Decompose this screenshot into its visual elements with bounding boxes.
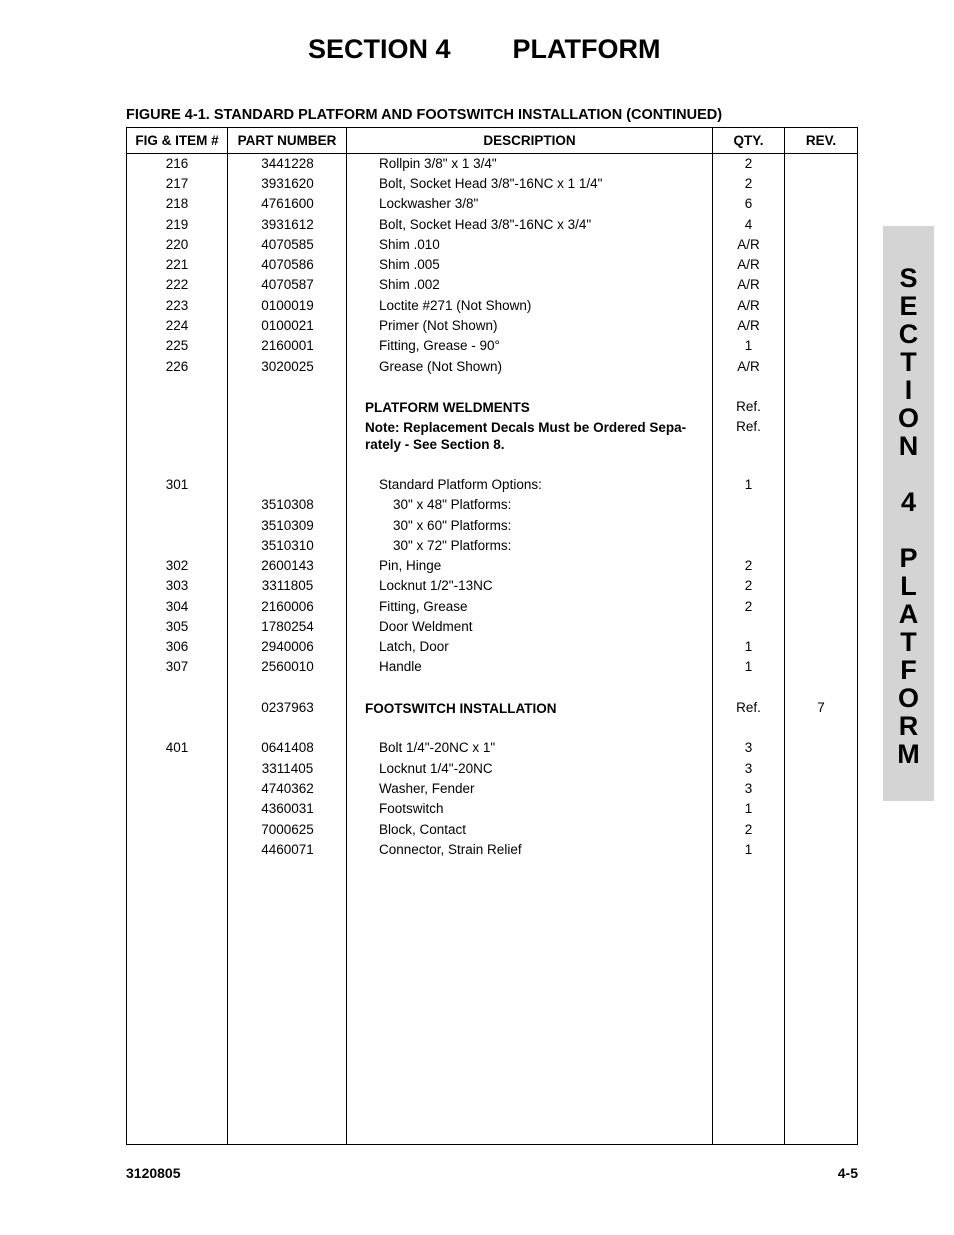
fig-item-cell: 307 [165,659,189,674]
document-number: 3120805 [126,1165,181,1181]
qty-cell: 2 [744,599,753,614]
fig-item-cell: 305 [165,619,189,634]
description-cell: Block, Contact [379,822,467,837]
side-tab-letter: A [898,599,919,629]
side-tab-letter: L [900,571,917,601]
part-number-cell: 3510309 [261,518,314,533]
description-cell: Bolt, Socket Head 3/8"-16NC x 1 1/4" [379,176,603,191]
qty-cell: 2 [744,558,753,573]
qty-cell: 1 [744,639,753,654]
qty-cell: A/R [737,318,760,333]
qty-cell: 1 [744,801,753,816]
side-tab-letter: E [899,291,918,321]
fig-item-cell: 218 [165,196,189,211]
part-number-cell: 2600143 [261,558,314,573]
part-number-cell: 4360031 [261,801,314,816]
description-cell: Shim .010 [379,237,440,252]
section-side-tab [883,226,934,801]
part-number-cell: 0100019 [261,298,314,313]
part-number-cell: 0641408 [261,740,314,755]
part-number-cell: 4740362 [261,781,314,796]
fig-item-cell: 303 [165,578,189,593]
qty-cell: 2 [744,578,753,593]
qty-cell: A/R [737,359,760,374]
part-number-cell: 3020025 [261,359,314,374]
part-number-cell: 2160006 [261,599,314,614]
qty-cell: 3 [744,740,753,755]
header-qty: QTY. [733,133,764,148]
description-cell: Latch, Door [379,639,449,654]
qty-cell: A/R [737,257,760,272]
fig-item-cell: 301 [165,477,189,492]
fig-item-cell: 304 [165,599,189,614]
part-number-cell: 0237963 [261,700,314,715]
qty-cell: 3 [744,781,753,796]
side-tab-letter: P [899,543,918,573]
side-tab-letter: T [900,627,917,657]
qty-cell: A/R [737,277,760,292]
qty-cell: 1 [744,659,753,674]
description-cell: Bolt, Socket Head 3/8"-16NC x 3/4" [379,217,592,232]
part-number-cell: 4460071 [261,842,314,857]
fig-item-cell: 219 [165,217,189,232]
description-cell: Handle [379,659,422,674]
description-cell: Footswitch [379,801,444,816]
part-number-cell: 4070586 [261,257,314,272]
side-tab-letter: C [898,319,919,349]
part-number-cell: 3931612 [261,217,314,232]
qty-cell: 1 [744,477,753,492]
description-cell: Shim .002 [379,277,440,292]
rev-cell: 7 [817,700,825,715]
description-cell: Washer, Fender [379,781,475,796]
qty-cell: 6 [744,196,753,211]
side-tab-letter: S [899,263,918,293]
fig-item-cell: 221 [165,257,189,272]
qty-cell: 1 [744,842,753,857]
part-number-cell: 3931620 [261,176,314,191]
description-cell: Locknut 1/4"-20NC [379,761,493,776]
header-fig-item: FIG & ITEM # [135,133,219,148]
fig-item-cell: 225 [165,338,189,353]
parts-table [126,127,858,1145]
side-tab-letter: I [904,375,913,405]
description-cell: Grease (Not Shown) [379,359,503,374]
fig-item-cell: 302 [165,558,189,573]
side-tab-letter: O [897,683,919,713]
section-title: PLATFORM [512,34,661,64]
fig-item-cell: 306 [165,639,189,654]
fig-item-cell: 222 [165,277,189,292]
fig-item-cell: 401 [165,740,189,755]
description-cell: Lockwasher 3/8" [379,196,479,211]
part-number-cell: 3311405 [261,761,314,776]
description-cell: Connector, Strain Relief [379,842,522,857]
section-header [308,34,661,65]
description-cell: Fitting, Grease [379,599,468,614]
part-number-cell: 3311805 [261,578,314,593]
side-tab-letter: O [897,403,919,433]
qty-cell: 4 [744,217,753,232]
description-cell: PLATFORM WELDMENTS [365,400,530,415]
header-part-number: PART NUMBER [237,133,337,148]
fig-item-cell: 217 [165,176,189,191]
part-number-cell: 3510310 [261,538,314,553]
description-cell: FOOTSWITCH INSTALLATION [365,701,557,716]
qty-cell: 2 [744,822,753,837]
column-divider [784,128,785,1144]
description-cell: Bolt 1/4"-20NC x 1" [379,740,496,755]
side-tab-letter: M [897,739,920,769]
table-header [127,128,857,154]
qty-cell: Ref. [736,399,761,414]
figure-title: FIGURE 4-1. STANDARD PLATFORM AND FOOTSWITCH INSTALLATION (CONTINUED) [126,107,723,123]
fig-item-cell: 216 [165,156,189,171]
side-tab-letter: 4 [900,487,917,517]
part-number-cell: 2560010 [261,659,314,674]
description-cell: 30" x 72" Platforms: [393,538,512,553]
page-number: 4-5 [837,1165,858,1181]
description-cell: Fitting, Grease - 90° [379,338,500,353]
part-number-cell: 0100021 [261,318,314,333]
description-cell: Door Weldment [379,619,473,634]
description-cell: Note: Replacement Decals Must be Ordered Sepa- rately - See Section 8. [365,420,687,452]
description-cell: Pin, Hinge [379,558,442,573]
description-cell: 30" x 48" Platforms: [393,497,512,512]
fig-item-cell: 223 [165,298,189,313]
fig-item-cell: 224 [165,318,189,333]
description-cell: 30" x 60" Platforms: [393,518,512,533]
part-number-cell: 2940006 [261,639,314,654]
qty-cell: 3 [744,761,753,776]
part-number-cell: 3441228 [261,156,314,171]
qty-cell: 2 [744,176,753,191]
qty-cell: Ref. [736,700,761,715]
part-number-cell: 2160001 [261,338,314,353]
qty-cell: 1 [744,338,753,353]
part-number-cell: 7000625 [261,822,314,837]
part-number-cell: 4761600 [261,196,314,211]
description-cell: Primer (Not Shown) [379,318,498,333]
fig-item-cell: 220 [165,237,189,252]
fig-item-cell: 226 [165,359,189,374]
part-number-cell: 4070587 [261,277,314,292]
description-cell: Locknut 1/2"-13NC [379,578,493,593]
qty-cell: A/R [737,298,760,313]
side-tab-letter: N [898,431,919,461]
section-number: SECTION 4 [308,34,451,64]
description-cell: Loctite #271 (Not Shown) [379,298,532,313]
header-rev: REV. [805,133,837,148]
part-number-cell: 4070585 [261,237,314,252]
part-number-cell: 3510308 [261,497,314,512]
description-cell: Standard Platform Options: [379,477,542,492]
qty-cell: A/R [737,237,760,252]
side-tab-letter: R [898,711,919,741]
qty-cell: Ref. [736,419,761,434]
part-number-cell: 1780254 [261,619,314,634]
side-tab-letter: F [900,655,917,685]
qty-cell: 2 [744,156,753,171]
description-cell: Shim .005 [379,257,440,272]
header-description: DESCRIPTION [483,133,576,148]
side-tab-letter: T [900,347,917,377]
description-cell: Rollpin 3/8" x 1 3/4" [379,156,497,171]
